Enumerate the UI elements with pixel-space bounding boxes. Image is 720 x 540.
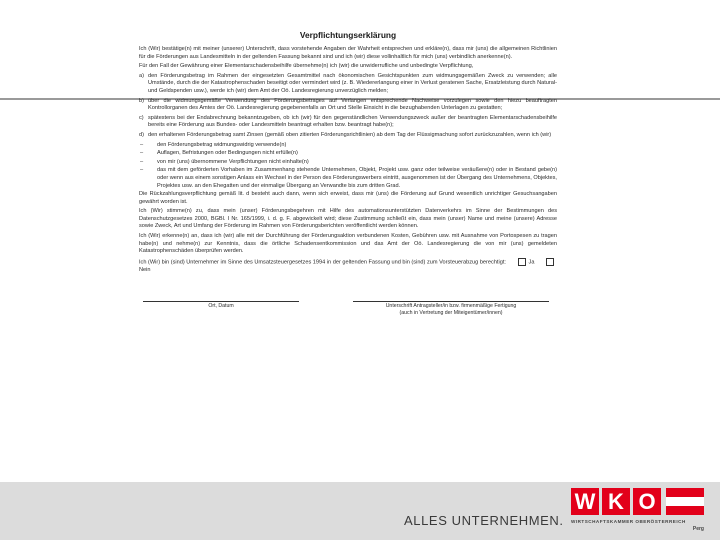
costs-paragraph: Ich (Wir) erkenne(n) an, dass ich (wir) alle mit der Durchführung der Förderungsaktion verbundenen Kosten, Gebühren usw. mit Ausnahme von Portospesen zu tragen habe(n) und nehme(n) zur Kenntnis, dass die örtliche Schadensentkommission und das Amt der Oö. Landesregierung die von mir (uns) gemeldeten Katastrophenschäden überprüfen werden. [139,233,557,255]
list-item: b) über die widmungsgemäße Verwendung des Förderungsbetrages auf Verlangen entsprechende Nachweise vorzulegen sowie den hiezu beauftragten Kontrollorganen des Amtes der Oö. Landesregierung gegebenenfalls an Ort und Stelle Einsicht in die bezughabenden Unterlagen zu gestatten; [139,97,557,112]
slogan: ALLES UNTERNEHMEN. [404,513,564,528]
intro-paragraph: Ich (Wir) bestätige(n) mit meiner (unserer) Unterschrift, dass vorstehende Angaben der Wahrheit entsprechen und erkläre(n), dass mir (uns) die allgemeinen Richtlinien für die Förderungen aus Landesmitteln in der geltenden Fassung bekannt sind und ich (wir) diese vollinhaltlich für mich (uns) verbindlich anerkenne(n). [139,46,557,60]
applicant-signature-label: Unterschrift Antragsteller/in bzw. firmenmäßige Fertigung [385,302,517,309]
obligation-paragraph: Für den Fall der Gewährung einer Elementarschadensbeihilfe übernehme(n) ich (wir) die unwiderrufliche und unbedingte Verpflichtung, [139,63,474,70]
repayment-paragraph: Die Rückzahlungsverpflichtung gemäß lit. d besteht auch dann, wenn sich erweist, dass mir (uns) die Förderung auf Grund wesentlich unrichtiger Gesuchsangaben gewährt worden ist. [139,191,557,205]
signature-right [353,301,549,317]
place-date-label: Ort, Datum [208,302,234,309]
checkbox-yes[interactable] [518,258,526,266]
logo-subtitle: WIRTSCHAFTSKAMMER OBERÖSTERREICH [571,519,686,524]
bullet-item: – das mit dem geförderten Vorhaben im Zusammenhang stehende Unternehmen, Objekt, Projekt usw. ganz oder teilweise veräußere(n) oder in Bestand gebe(n) oder wenn aus einem sonstigen Anlass ein Wechsel in der Person des Förderungswerbers eintritt, ausgenommen ist der Übergang des Unternehmens, Objektes, Projektes usw. an den Ehegatten und der einmalige Übergang an Verwandte bis zum dritten Grad. [140,167,557,189]
logo-region: Perg [692,526,704,532]
label-no: Nein [139,266,151,273]
list-item: d) den erhaltenen Förderungsbetrag samt Zinsen (gemäß oben zitierten Förderungsrichtlinien) ab dem Tag der Flüssigmachung sofort zurückzuzahlen, wenn ich (wir) [139,131,552,138]
logo-letter: O [633,488,661,515]
checkbox-no[interactable] [546,258,554,266]
logo-letter: K [602,488,630,515]
bullet-item: – von mir (uns) übernommene Verpflichtungen nicht einhalte(n) [140,158,309,165]
austria-flag-icon [666,488,704,515]
bullet-item: – den Förderungsbetrag widmungswidrig verwende(n) [140,141,287,148]
data-consent-paragraph: Ich (Wir) stimme(n) zu, dass mein (unser) Förderungsbegehren mit Hilfe des automationsunterstützten Datenverkehrs im Sinne der Bestimmungen des Datenschutzgesetzes 2000, BGBl. I Nr. 165/1999, i. d. g. F. abgewickelt wird; diese Zustimmung schließt ein, dass mein (unser) Name und meine (unsere) Adresse sowie Zweck, Art und Umfang der Förderung im Rahmen von Förderungsberichten veröffentlicht werden können. [139,208,557,230]
list-item: a) den Förderungsbetrag im Rahmen der eingesetzten Gesamtmittel nach ökonomischen Gesichtspunkten zum widmungsgemäßen Zweck zu verwenden; alle Umstände, durch die der Katastrophenschaden beseitigt oder vermindert wird (z. B. Wiedererlangung einer in Verlust geratenen Sache, Ersatzleistung durch Natural- und Geldspenden usw.), werde ich (wir) dem Amt der Oö. Landesregierung unverzüglich melden; [139,72,557,94]
label-yes: Ja [528,259,535,266]
logo-letter: W [571,488,599,515]
document-title: Verpflichtungserklärung [299,30,397,40]
tax-paragraph: Ich (Wir) bin (sind) Unternehmer im Sinne des Umsatzsteuergesetzes 1994 in der geltenden Fassung und bin (sind) zum Vorsteuerabzug berechtigt: Ja Nein [139,258,557,275]
list-item: c) spätestens bei der Endabrechnung bekanntzugeben, ob ich (wir) für den gegenständlichen Verwendungszweck außer der beantragten Elementarschadensbeihilfe bereits eine Förderung aus Bundes- oder Landesmitteln beantragt erhalten bzw. beantragt habe(n); [139,114,557,129]
document-scan [139,30,557,325]
co-owner-note: (auch in Vertretung der Miteigentümer/innen) [399,309,503,316]
bullet-item: – Auflagen, Befristungen oder Bedingungen nicht erfülle(n) [140,150,298,157]
wko-logo [571,488,704,532]
signature-left [143,301,299,310]
signature-area [139,301,557,325]
